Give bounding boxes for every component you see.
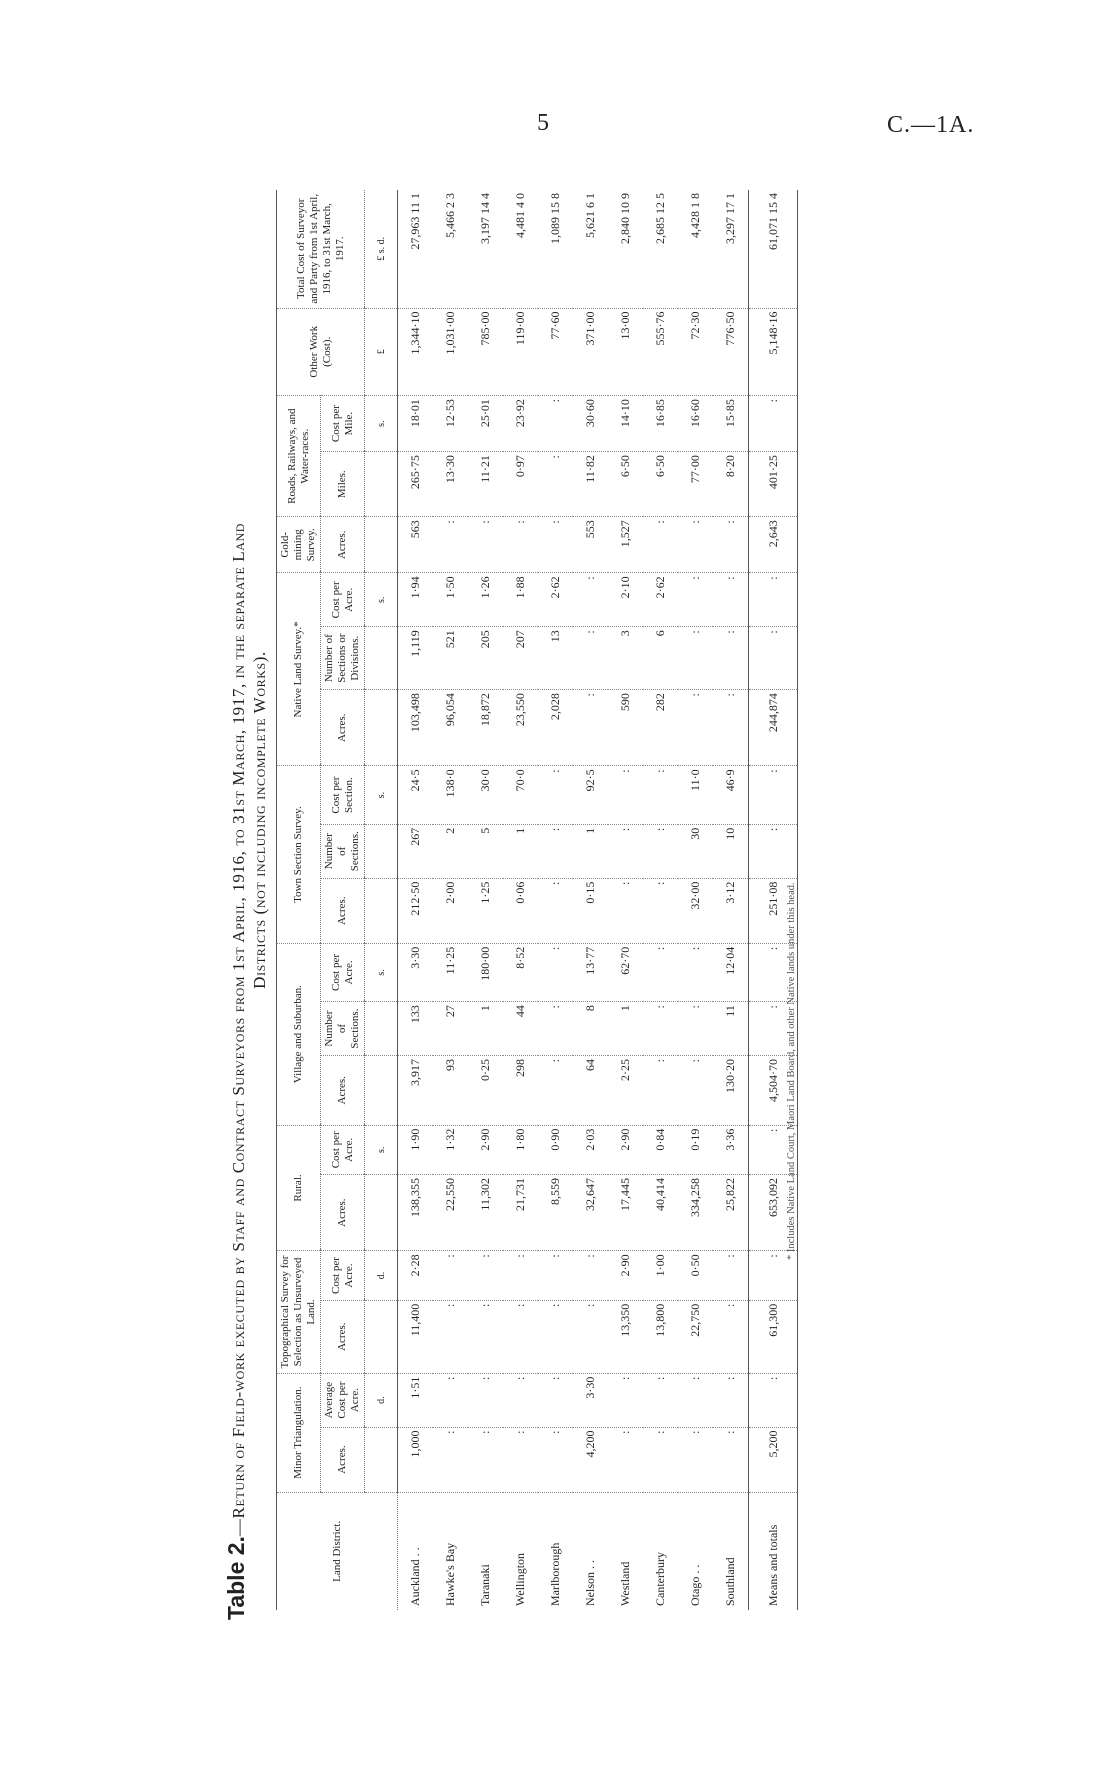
cell-mile-cost: 18·01: [398, 396, 434, 452]
cell-miles: 11·82: [573, 452, 608, 517]
cell-minor-acres: :: [503, 1427, 538, 1492]
cell-native-cost: 2·62: [538, 573, 573, 627]
cell-miles: 6·50: [608, 452, 643, 517]
cell-town-num: 1: [503, 824, 538, 878]
cell-district: Otago . .: [688, 1564, 702, 1606]
cell-topo-acres: :: [503, 1300, 538, 1373]
cell-town-num: 2: [433, 824, 468, 878]
cell-topo-cost: :: [573, 1251, 608, 1300]
cell-other: 776·50: [713, 308, 749, 396]
cell-other: 77·60: [538, 308, 573, 396]
cell-native-acres: 96,054: [433, 690, 468, 766]
cell-town-num: 267: [398, 824, 434, 878]
table-row: [503, 190, 538, 1610]
page-number: 5: [537, 110, 549, 136]
cell-mile-cost: 15·85: [713, 396, 749, 452]
cell-rural-cost: 2·03: [573, 1125, 608, 1174]
cell-town-num: :: [749, 824, 798, 878]
cell-town-acres: :: [608, 878, 643, 943]
cell-district: Auckland . .: [408, 1547, 422, 1606]
unit-town-cost: s.: [365, 766, 398, 824]
sub-acres: Acres.: [321, 1300, 365, 1373]
cell-native-acres: 23,550: [503, 690, 538, 766]
col-gold-mining: Gold-mining Survey.: [277, 517, 321, 573]
cell-native-acres: :: [678, 690, 713, 766]
col-town-section: Town Section Survey.: [277, 766, 321, 943]
cell-topo-acres: 13,350: [608, 1300, 643, 1373]
cell-native-acres: :: [573, 690, 608, 766]
cell-rural-cost: 1·90: [398, 1125, 434, 1174]
table-row: [398, 190, 434, 1610]
cell-topo-acres: 13,800: [643, 1300, 678, 1373]
cell-other: 555·76: [643, 308, 678, 396]
col-total-cost: Total Cost of Surveyor and Party from 1st April, 1916, to 31st March, 1917.: [277, 190, 365, 308]
cell-rural-cost: 0·90: [538, 1125, 573, 1174]
cell-rural-acres: 25,822: [713, 1175, 749, 1251]
cell-vill-num: :: [749, 1002, 798, 1056]
cell-native-cost: 1·26: [468, 573, 503, 627]
table-row: [538, 190, 573, 1610]
cell-minor-cost: :: [503, 1373, 538, 1427]
cell-topo-cost: :: [749, 1251, 798, 1300]
cell-topo-cost: :: [503, 1251, 538, 1300]
cell-other: 13·00: [608, 308, 643, 396]
cell-vill-cost: 180·00: [468, 943, 503, 1001]
cell-rural-cost: 3·36: [713, 1125, 749, 1174]
sub-number-of-sections: Number of Sections.: [321, 824, 365, 878]
cell-mile-cost: 16·60: [678, 396, 713, 452]
unit-native-cost: s.: [365, 573, 398, 627]
table-number: Table 2.: [223, 1536, 249, 1620]
cell-native-acres: :: [713, 690, 749, 766]
cell-minor-cost: :: [749, 1373, 798, 1427]
cell-minor-acres: :: [433, 1427, 468, 1492]
cell-rural-cost: 1·32: [433, 1125, 468, 1174]
cell-mile-cost: 12·53: [433, 396, 468, 452]
cell-vill-acres: 93: [433, 1056, 468, 1126]
cell-native-cost: :: [749, 573, 798, 627]
unit-village-cost: s.: [365, 943, 398, 1001]
title-line-1: —Return of Field-work executed by Staff and Contract Surveyors from 1st April, 1916, to 31st March, 1917, in the separate Land: [229, 522, 248, 1537]
cell-total: 61,071 15 4: [749, 190, 798, 308]
cell-rural-acres: 40,414: [643, 1175, 678, 1251]
cell-district: Taranaki: [478, 1564, 492, 1606]
cell-town-num: 5: [468, 824, 503, 878]
cell-gold-acres: :: [643, 517, 678, 573]
cell-town-acres: 2·00: [433, 878, 468, 943]
table-row: [713, 190, 749, 1610]
cell-mile-cost: 25·01: [468, 396, 503, 452]
cell-minor-cost: :: [433, 1373, 468, 1427]
cell-town-cost: 11·0: [678, 766, 713, 824]
cell-rural-acres: 22,550: [433, 1175, 468, 1251]
cell-vill-num: 44: [503, 1002, 538, 1056]
cell-town-num: :: [608, 824, 643, 878]
cell-topo-cost: :: [713, 1251, 749, 1300]
cell-vill-num: 27: [433, 1002, 468, 1056]
table-row: [643, 190, 678, 1610]
cell-vill-acres: 298: [503, 1056, 538, 1126]
cell-vill-cost: 13·77: [573, 943, 608, 1001]
cell-vill-cost: :: [749, 943, 798, 1001]
cell-gold-acres: :: [713, 517, 749, 573]
cell-total: 4,481 4 0: [503, 190, 538, 308]
cell-vill-acres: 0·25: [468, 1056, 503, 1126]
cell-total: 5,621 6 1: [573, 190, 608, 308]
cell-native-num: 207: [503, 627, 538, 690]
cell-town-cost: 70·0: [503, 766, 538, 824]
cell-miles: 401·25: [749, 452, 798, 517]
cell-native-num: 13: [538, 627, 573, 690]
col-minor-triangulation: Minor Triangulation.: [277, 1373, 321, 1492]
cell-mile-cost: 14·10: [608, 396, 643, 452]
sub-cost-per-section: Cost per Section.: [321, 766, 365, 824]
cell-vill-num: :: [643, 1002, 678, 1056]
unit-total: £ s. d.: [365, 190, 398, 308]
cell-total: 1,089 15 8: [538, 190, 573, 308]
cell-vill-cost: 62·70: [608, 943, 643, 1001]
document-reference: C.—1A.: [887, 112, 975, 138]
cell-rural-acres: 17,445: [608, 1175, 643, 1251]
cell-mile-cost: 16·85: [643, 396, 678, 452]
cell-town-cost: :: [538, 766, 573, 824]
cell-vill-acres: 64: [573, 1056, 608, 1126]
cell-topo-cost: 2·28: [398, 1251, 434, 1300]
cell-district: Nelson . .: [583, 1560, 597, 1606]
cell-gold-acres: :: [503, 517, 538, 573]
cell-vill-num: 8: [573, 1002, 608, 1056]
cell-native-num: 3: [608, 627, 643, 690]
table-row: [608, 190, 643, 1610]
cell-total: 5,466 2 3: [433, 190, 468, 308]
cell-other: 785·00: [468, 308, 503, 396]
cell-town-cost: :: [643, 766, 678, 824]
cell-native-num: :: [678, 627, 713, 690]
cell-native-num: :: [573, 627, 608, 690]
cell-district: Marlborough: [548, 1542, 562, 1606]
cell-other: 5,148·16: [749, 308, 798, 396]
sub-cost-per-acre: Cost per Acre.: [321, 1125, 365, 1174]
cell-minor-acres: :: [608, 1427, 643, 1492]
cell-rural-acres: 138,355: [398, 1175, 434, 1251]
cell-rural-acres: 32,647: [573, 1175, 608, 1251]
cell-vill-num: 133: [398, 1002, 434, 1056]
cell-other: 371·00: [573, 308, 608, 396]
cell-rural-acres: 334,258: [678, 1175, 713, 1251]
unit-minor-cost: d.: [365, 1373, 398, 1427]
cell-town-acres: :: [643, 878, 678, 943]
cell-district: Westland: [618, 1561, 632, 1606]
cell-minor-cost: :: [713, 1373, 749, 1427]
cell-vill-acres: :: [678, 1056, 713, 1126]
cell-vill-cost: :: [538, 943, 573, 1001]
cell-native-cost: 1·88: [503, 573, 538, 627]
cell-minor-acres: 1,000: [398, 1427, 434, 1492]
cell-vill-num: 1: [608, 1002, 643, 1056]
cell-other: 1,344·10: [398, 308, 434, 396]
sub-cost-per-acre: Cost per Acre.: [321, 573, 365, 627]
cell-town-cost: :: [749, 766, 798, 824]
table-row: [433, 190, 468, 1610]
title-line-2: Districts (not including incomplete Works).: [250, 651, 269, 989]
cell-native-cost: 1·94: [398, 573, 434, 627]
table-row: [573, 190, 608, 1610]
cell-town-num: 1: [573, 824, 608, 878]
sub-number-of-divisions: Number of Sections or Divisions.: [321, 627, 365, 690]
cell-mile-cost: 30·60: [573, 396, 608, 452]
cell-mile-cost: :: [538, 396, 573, 452]
cell-vill-cost: 11·25: [433, 943, 468, 1001]
cell-topo-cost: :: [538, 1251, 573, 1300]
cell-town-acres: :: [538, 878, 573, 943]
cell-miles: 11·21: [468, 452, 503, 517]
cell-native-cost: :: [713, 573, 749, 627]
col-other-work: Other Work (Cost).: [277, 308, 365, 396]
unit-rural-cost: s.: [365, 1125, 398, 1174]
cell-minor-cost: :: [678, 1373, 713, 1427]
cell-topo-acres: :: [538, 1300, 573, 1373]
cell-miles: 8·20: [713, 452, 749, 517]
cell-native-num: 6: [643, 627, 678, 690]
cell-native-acres: 282: [643, 690, 678, 766]
cell-native-acres: 590: [608, 690, 643, 766]
cell-town-cost: 30·0: [468, 766, 503, 824]
cell-minor-acres: :: [643, 1427, 678, 1492]
cell-miles: 77·00: [678, 452, 713, 517]
cell-minor-cost: :: [468, 1373, 503, 1427]
cell-topo-cost: 1·00: [643, 1251, 678, 1300]
cell-rural-cost: 0·84: [643, 1125, 678, 1174]
cell-town-acres: 251·08: [749, 878, 798, 943]
cell-gold-acres: :: [468, 517, 503, 573]
cell-town-num: 30: [678, 824, 713, 878]
cell-vill-num: :: [538, 1002, 573, 1056]
cell-town-cost: :: [608, 766, 643, 824]
cell-town-num: :: [538, 824, 573, 878]
cell-native-num: 1,119: [398, 627, 434, 690]
cell-total: 27,963 11 1: [398, 190, 434, 308]
cell-vill-num: 11: [713, 1002, 749, 1056]
cell-topo-cost: 0·50: [678, 1251, 713, 1300]
cell-minor-cost: 3·30: [573, 1373, 608, 1427]
cell-rural-acres: 653,092: [749, 1175, 798, 1251]
cell-gold-acres: 1,527: [608, 517, 643, 573]
cell-other: 1,031·00: [433, 308, 468, 396]
sub-cost-per-mile: Cost per Mile.: [321, 396, 365, 452]
sub-acres: Acres.: [321, 878, 365, 943]
table-row: [678, 190, 713, 1610]
field-work-table: [276, 190, 798, 1610]
cell-vill-acres: 4,504·70: [749, 1056, 798, 1126]
sub-cost-per-acre: Cost per Acre.: [321, 943, 365, 1001]
table-title: [223, 160, 270, 1620]
cell-topo-cost: :: [468, 1251, 503, 1300]
cell-vill-acres: :: [643, 1056, 678, 1126]
cell-native-acres: 18,872: [468, 690, 503, 766]
cell-topo-acres: :: [433, 1300, 468, 1373]
cell-minor-cost: :: [538, 1373, 573, 1427]
sub-cost-per-acre: Cost per Acre.: [321, 1251, 365, 1300]
sub-average-cost: Average Cost per Acre.: [321, 1373, 365, 1427]
cell-rural-cost: 1·80: [503, 1125, 538, 1174]
cell-town-acres: 212·50: [398, 878, 434, 943]
landscape-table: [223, 160, 836, 1620]
cell-rural-acres: 8,559: [538, 1175, 573, 1251]
cell-miles: 265·75: [398, 452, 434, 517]
cell-minor-acres: 4,200: [573, 1427, 608, 1492]
cell-vill-acres: 2·25: [608, 1056, 643, 1126]
col-roads-railways: Roads, Railways, and Water-races.: [277, 396, 321, 517]
cell-total: 2,840 10 9: [608, 190, 643, 308]
col-land-district: Land District.: [277, 1492, 398, 1610]
cell-rural-acres: 11,302: [468, 1175, 503, 1251]
cell-native-acres: 2,028: [538, 690, 573, 766]
cell-topo-cost: :: [433, 1251, 468, 1300]
cell-town-num: :: [643, 824, 678, 878]
cell-native-num: :: [713, 627, 749, 690]
cell-district: Southland: [723, 1557, 737, 1606]
cell-native-num: 205: [468, 627, 503, 690]
cell-total: 3,197 14 4: [468, 190, 503, 308]
cell-native-acres: 103,498: [398, 690, 434, 766]
cell-minor-cost: :: [643, 1373, 678, 1427]
cell-topo-acres: :: [468, 1300, 503, 1373]
cell-native-cost: 1·50: [433, 573, 468, 627]
cell-minor-cost: :: [608, 1373, 643, 1427]
cell-vill-cost: :: [678, 943, 713, 1001]
cell-gold-acres: :: [433, 517, 468, 573]
cell-town-cost: 24·5: [398, 766, 434, 824]
cell-total: 2,685 12 5: [643, 190, 678, 308]
cell-native-num: :: [749, 627, 798, 690]
cell-total: 4,428 1 8: [678, 190, 713, 308]
cell-town-acres: 1·25: [468, 878, 503, 943]
cell-town-acres: 3·12: [713, 878, 749, 943]
cell-town-num: 10: [713, 824, 749, 878]
cell-topo-acres: 61,300: [749, 1300, 798, 1373]
cell-gold-acres: 2,643: [749, 517, 798, 573]
cell-rural-cost: 0·19: [678, 1125, 713, 1174]
cell-minor-acres: :: [678, 1427, 713, 1492]
cell-rural-acres: 21,731: [503, 1175, 538, 1251]
cell-town-acres: 0·15: [573, 878, 608, 943]
cell-gold-acres: 563: [398, 517, 434, 573]
unit-other: £: [365, 308, 398, 396]
cell-town-acres: 32·00: [678, 878, 713, 943]
cell-miles: 6·50: [643, 452, 678, 517]
cell-vill-cost: 8·52: [503, 943, 538, 1001]
footnote: * Includes Native Land Court, Maori Land Board, and other Native lands under this head.: [786, 882, 797, 1260]
cell-mile-cost: :: [749, 396, 798, 452]
cell-vill-cost: 12·04: [713, 943, 749, 1001]
sub-acres: Acres.: [321, 1427, 365, 1492]
cell-town-acres: 0·06: [503, 878, 538, 943]
unit-roads-cost: s.: [365, 396, 398, 452]
cell-miles: 13·30: [433, 452, 468, 517]
cell-total: 3,297 17 1: [713, 190, 749, 308]
cell-rural-cost: 2·90: [608, 1125, 643, 1174]
cell-town-cost: 138·0: [433, 766, 468, 824]
cell-other: 119·00: [503, 308, 538, 396]
cell-native-cost: 2·62: [643, 573, 678, 627]
cell-vill-acres: 3,917: [398, 1056, 434, 1126]
cell-topo-acres: 22,750: [678, 1300, 713, 1373]
cell-vill-acres: 130·20: [713, 1056, 749, 1126]
sub-acres: Acres.: [321, 690, 365, 766]
cell-district: Hawke's Bay: [443, 1542, 457, 1606]
cell-vill-cost: :: [643, 943, 678, 1001]
cell-minor-acres: :: [538, 1427, 573, 1492]
col-native-land: Native Land Survey.*: [277, 573, 321, 766]
col-rural: Rural.: [277, 1125, 321, 1251]
cell-vill-num: :: [678, 1002, 713, 1056]
cell-native-num: 521: [433, 627, 468, 690]
table-body: [398, 190, 798, 1610]
unit-topo-cost: d.: [365, 1251, 398, 1300]
cell-vill-acres: :: [538, 1056, 573, 1126]
sub-number-of-sections: Number of Sections.: [321, 1002, 365, 1056]
cell-gold-acres: :: [538, 517, 573, 573]
cell-minor-acres: 5,200: [749, 1427, 798, 1492]
cell-topo-acres: :: [713, 1300, 749, 1373]
cell-topo-acres: 11,400: [398, 1300, 434, 1373]
sub-acres: Acres.: [321, 1175, 365, 1251]
cell-miles: :: [538, 452, 573, 517]
cell-native-acres: 244,874: [749, 690, 798, 766]
cell-native-cost: 2·10: [608, 573, 643, 627]
cell-rural-cost: 2·90: [468, 1125, 503, 1174]
col-village-suburban: Village and Suburban.: [277, 943, 321, 1125]
cell-miles: 0·97: [503, 452, 538, 517]
cell-minor-acres: :: [713, 1427, 749, 1492]
cell-town-cost: 46·9: [713, 766, 749, 824]
cell-minor-acres: :: [468, 1427, 503, 1492]
cell-topo-cost: 2·90: [608, 1251, 643, 1300]
cell-district: Means and totals: [749, 1492, 798, 1610]
sub-miles: Miles.: [321, 452, 365, 517]
cell-minor-cost: 1·51: [398, 1373, 434, 1427]
sub-acres: Acres.: [321, 1056, 365, 1126]
cell-rural-cost: :: [749, 1125, 798, 1174]
cell-gold-acres: :: [678, 517, 713, 573]
sub-acres: Acres.: [321, 517, 365, 573]
cell-vill-num: 1: [468, 1002, 503, 1056]
cell-topo-acres: :: [573, 1300, 608, 1373]
col-topographical-survey: Topographical Survey for Selection as Unsurveyed Land.: [277, 1251, 321, 1373]
cell-gold-acres: 553: [573, 517, 608, 573]
cell-native-cost: :: [573, 573, 608, 627]
cell-vill-cost: 3·30: [398, 943, 434, 1001]
cell-other: 72·30: [678, 308, 713, 396]
cell-town-cost: 92·5: [573, 766, 608, 824]
table-row: [468, 190, 503, 1610]
cell-mile-cost: 23·92: [503, 396, 538, 452]
cell-district: Wellington: [513, 1552, 527, 1606]
cell-native-cost: :: [678, 573, 713, 627]
cell-district: Canterbury: [653, 1552, 667, 1606]
